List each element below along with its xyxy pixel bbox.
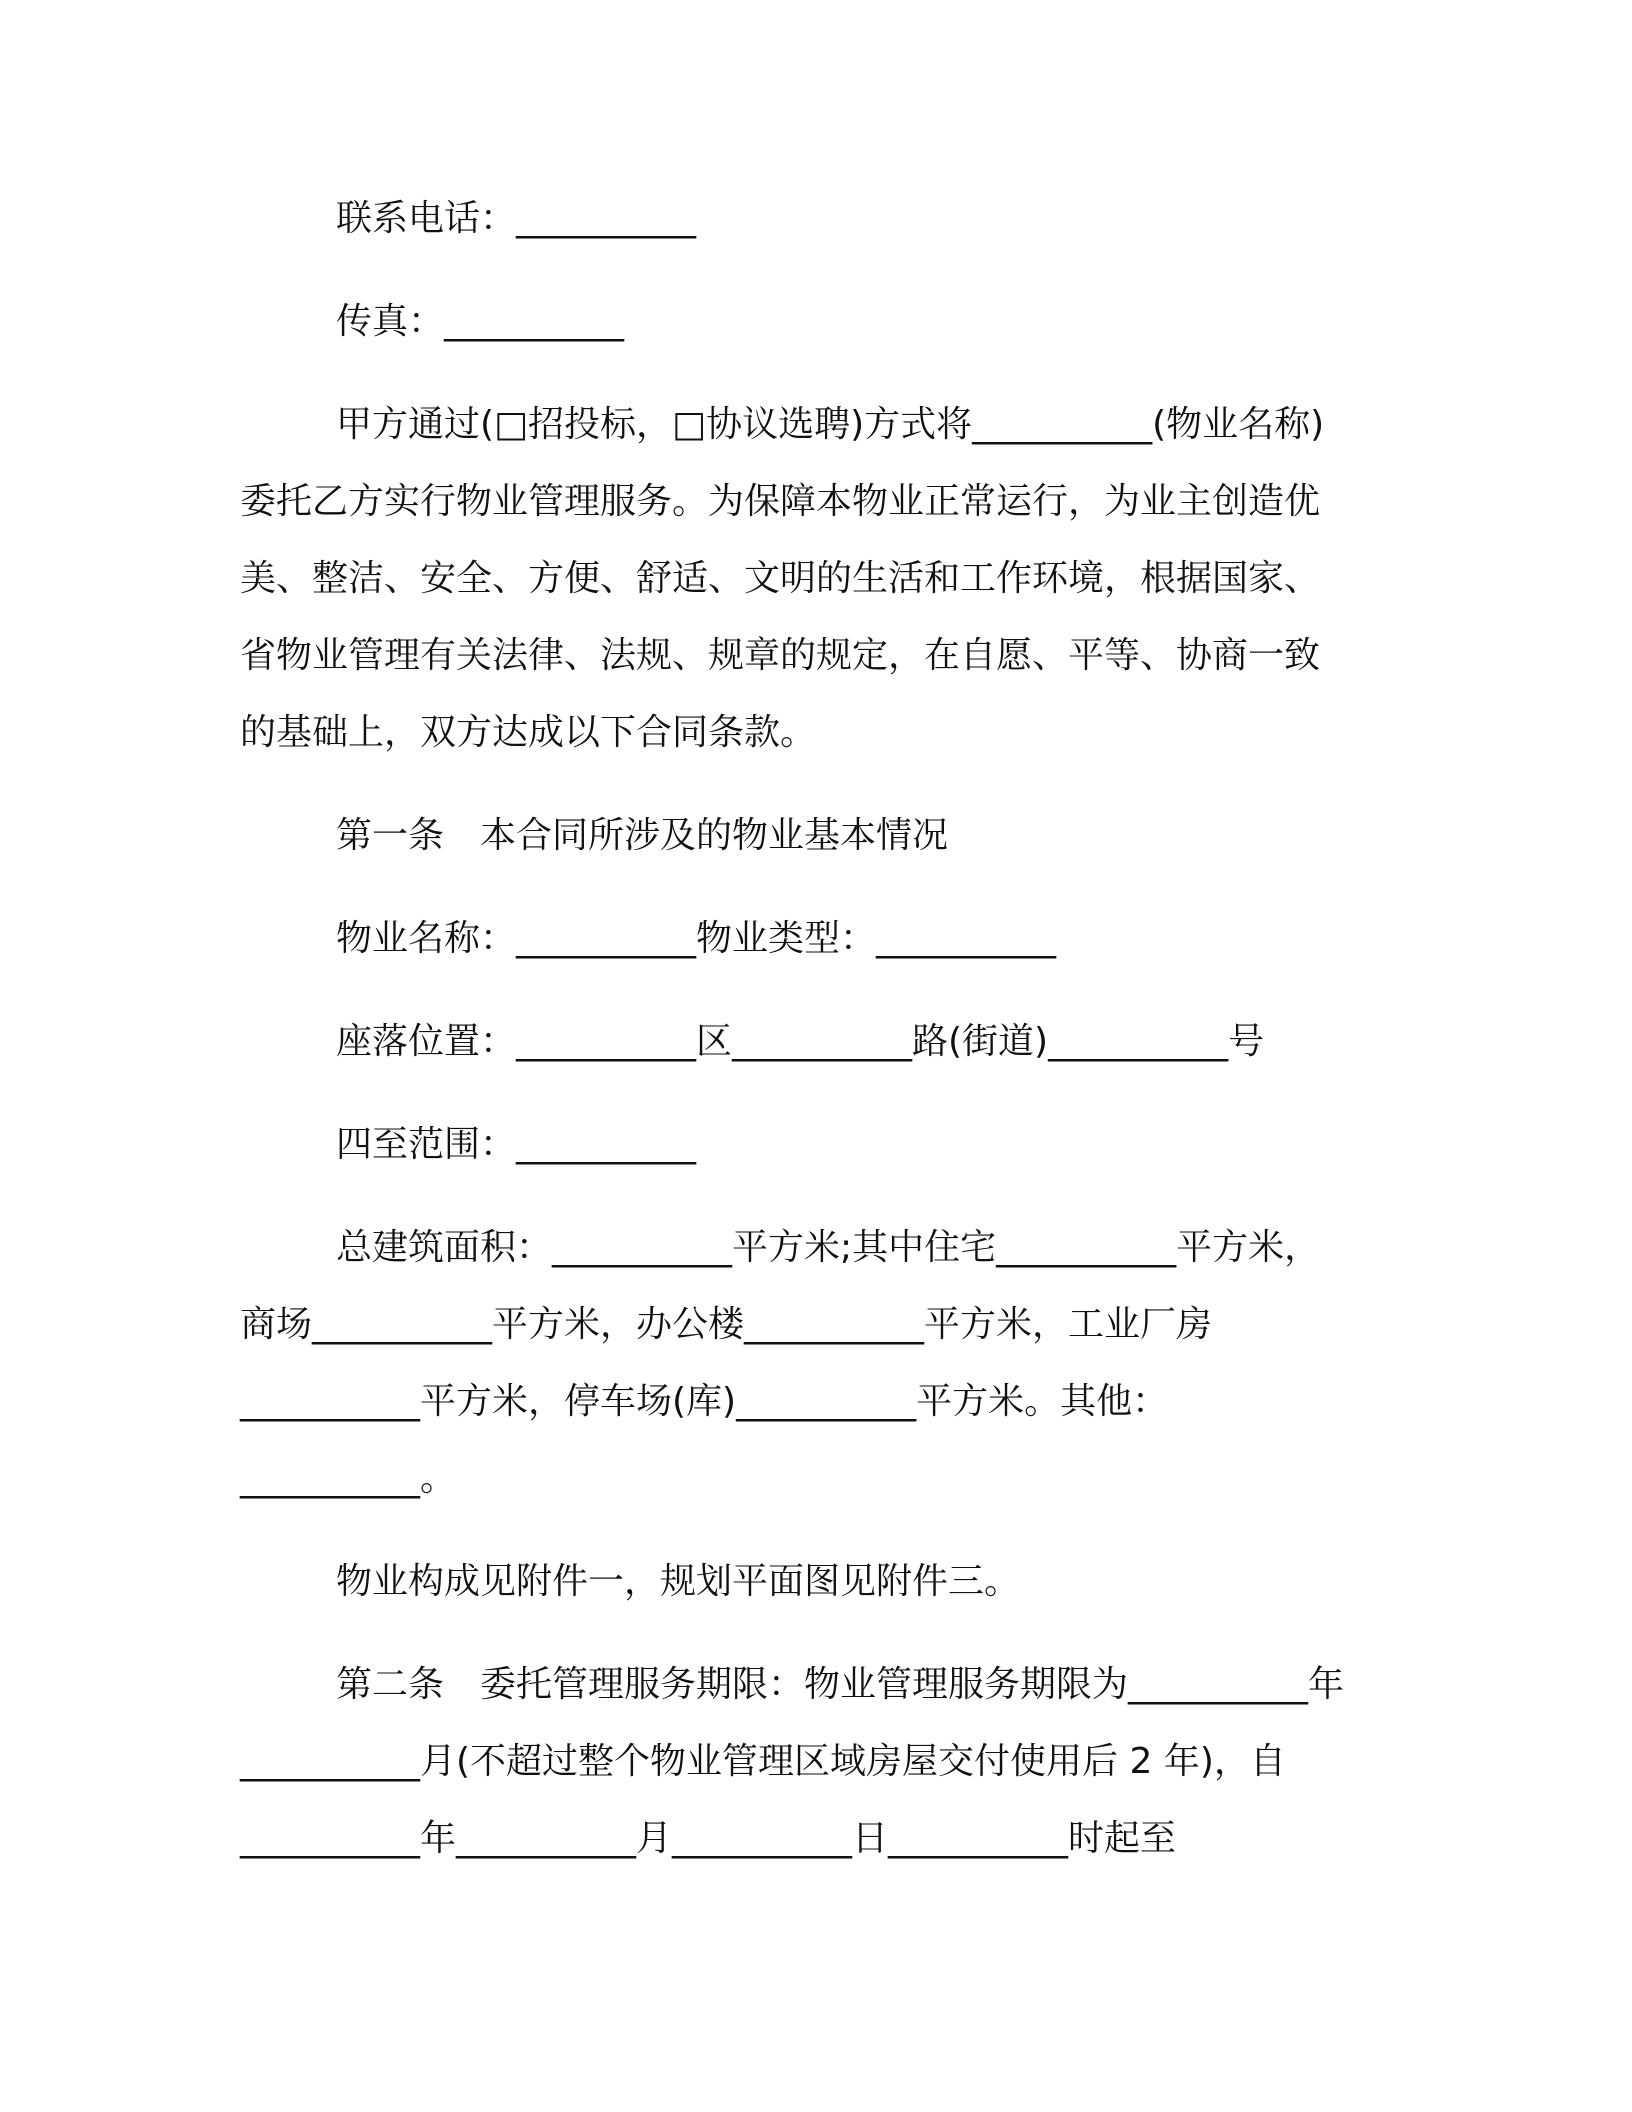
area-line-3: __________平方米，停车场(库)__________平方米。其他：: [240, 1381, 1169, 1422]
area-paragraph: [240, 1209, 1390, 1517]
boundary-line: 四至范围：__________: [336, 1124, 697, 1165]
fax-line: 传真：__________: [336, 301, 625, 342]
intro-line-4: 省物业管理有关法律、法规、规章的规定，在自愿、平等、协商一致: [240, 635, 1321, 676]
area-line-2: 商场__________平方米，办公楼__________平方米，工业厂房: [240, 1304, 1213, 1345]
contact-phone-line: 联系电话：__________: [336, 198, 697, 239]
article-2-line-1: 第二条 委托管理服务期限：物业管理服务期限为__________年: [336, 1664, 1345, 1705]
article-2-line-2: __________月(不超过整个物业管理区域房屋交付使用后 2 年)，自: [240, 1741, 1286, 1782]
attachments-line: 物业构成见附件一，规划平面图见附件三。: [336, 1561, 1021, 1602]
property-name-type-line: 物业名称：__________物业类型：__________: [336, 918, 1057, 959]
area-line-4: __________。: [240, 1458, 457, 1499]
intro-line-1: 甲方通过(□招投标，□协议选聘)方式将__________(物业名称): [336, 404, 1325, 445]
intro-paragraph: [240, 386, 1390, 771]
article-2-line-3: __________年__________月__________日__________时起至: [240, 1818, 1177, 1859]
intro-line-5: 的基础上，双方达成以下合同条款。: [240, 712, 817, 753]
document-page: [240, 180, 1390, 1903]
intro-line-3: 美、整洁、安全、方便、舒适、文明的生活和工作环境，根据国家、: [240, 558, 1321, 599]
article-2-paragraph: [240, 1646, 1390, 1877]
location-line: 座落位置：__________区__________路(街道)__________号: [336, 1021, 1265, 1062]
area-line-1: 总建筑面积：__________平方米;其中住宅__________平方米，: [336, 1227, 1321, 1268]
intro-line-2: 委托乙方实行物业管理服务。为保障本物业正常运行，为业主创造优: [240, 481, 1321, 522]
article-1-heading: 第一条 本合同所涉及的物业基本情况: [336, 815, 949, 856]
